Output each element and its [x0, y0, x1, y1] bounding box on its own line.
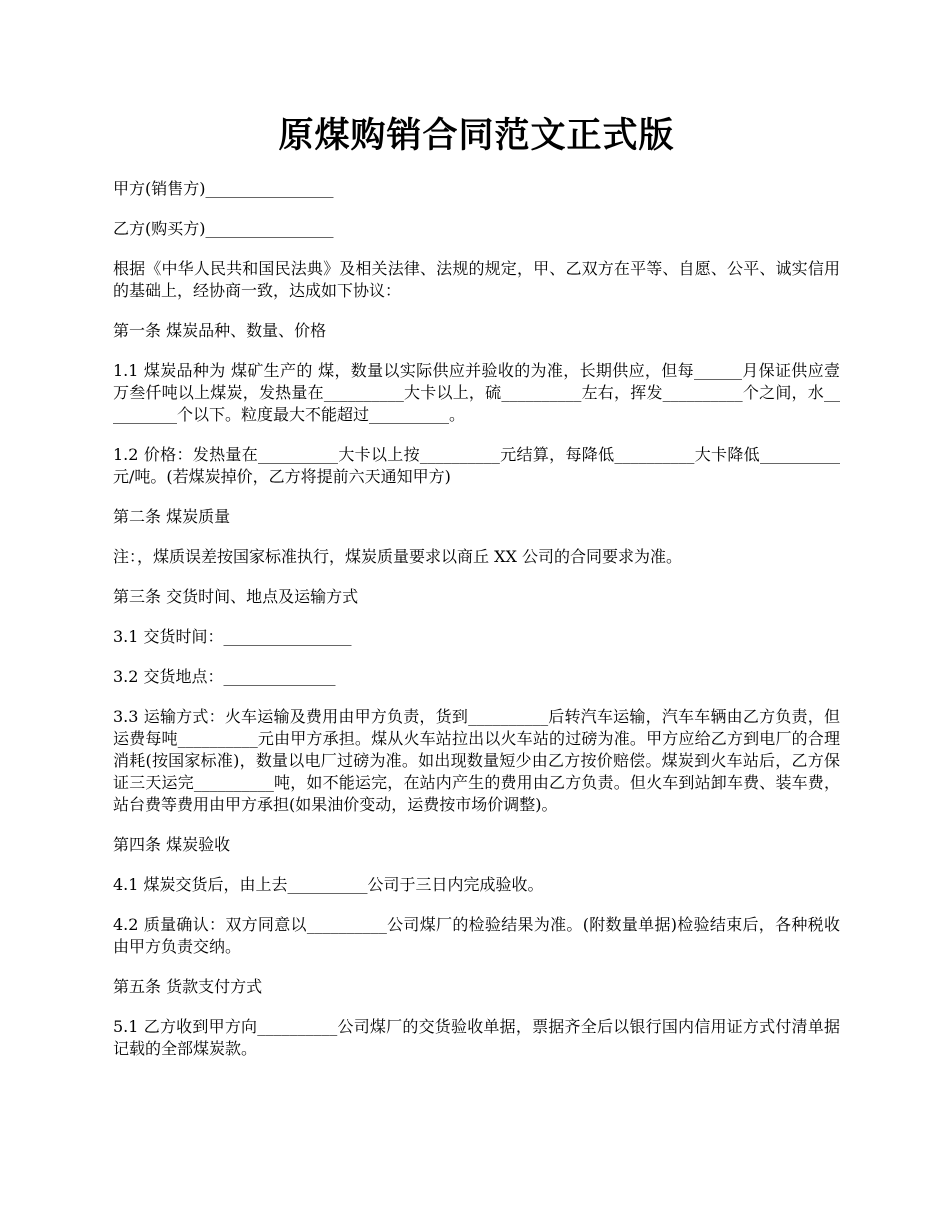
- party-a-line: 甲方(销售方)________________: [113, 179, 334, 198]
- article-1-heading: 第一条 煤炭品种、数量、价格: [113, 321, 327, 340]
- article-2-heading: 第二条 煤炭质量: [113, 507, 231, 526]
- document-body: [113, 178, 840, 1078]
- article-2-note: 注：，煤质误差按国家标准执行，煤炭质量要求以商丘 XX 公司的合同要求为准。: [113, 547, 682, 566]
- article-3-heading: 第三条 交货时间、地点及运输方式: [113, 587, 359, 606]
- clause-1-2: 1.2 价格：发热量在__________大卡以上按__________元结算，每降低__________大卡降低__________元/吨。(若煤炭掉价，乙方将提前六天通知甲方): [113, 445, 840, 486]
- clause-5-1: 5.1 乙方收到甲方向__________公司煤厂的交货验收单据，票据齐全后以银行国内信用证方式付清单据记载的全部煤炭款。: [113, 1017, 840, 1058]
- party-b-line: 乙方(购买方)________________: [113, 219, 334, 238]
- clause-3-2: 3.2 交货地点：______________: [113, 667, 336, 686]
- clause-3-1: 3.1 交货时间：________________: [113, 627, 352, 646]
- document-title: 原煤购销合同范文正式版: [278, 115, 675, 156]
- article-5-heading: 第五条 货款支付方式: [113, 977, 263, 996]
- preamble-paragraph: 根据《中华人民共和国民法典》及相关法律、法规的规定，甲、乙双方在平等、自愿、公平、诚实信用的基础上，经协商一致，达成如下协议：: [113, 259, 840, 300]
- clause-4-2: 4.2 质量确认：双方同意以__________公司煤厂的检验结果为准。(附数量单据)检验结束后，各种税收由甲方负责交纳。: [113, 915, 840, 956]
- clause-3-3: 3.3 运输方式：火车运输及费用由甲方负责，货到__________后转汽车运输，汽车车辆由乙方负责，但运费每吨__________元由甲方承担。煤从火车站拉出以火车站的过磅为准。甲方应给乙方到电厂的合理消耗(按国家标准)，数量以电厂过磅为准。如出现数量短少由乙方按价赔偿。煤炭到火车站后，乙方保证三天运完__________吨，如不能运完，在站内产生的费用由乙方负责。但火车到站卸车费、装车费，站台费等费用由甲方承担(如果油价变动，运费按市场价调整)。: [113, 707, 840, 814]
- article-4-heading: 第四条 煤炭验收: [113, 835, 231, 854]
- clause-1-1: 1.1 煤炭品种为 煤矿生产的 煤，数量以实际供应并验收的为准，长期供应，但每______月保证供应壹万叁仟吨以上煤炭，发热量在__________大卡以上，硫__________左右，挥发__________个之间，水__________个以下。粒度最大不能超过__________。: [113, 361, 840, 424]
- clause-4-1: 4.1 煤炭交货后，由上去__________公司于三日内完成验收。: [113, 875, 544, 894]
